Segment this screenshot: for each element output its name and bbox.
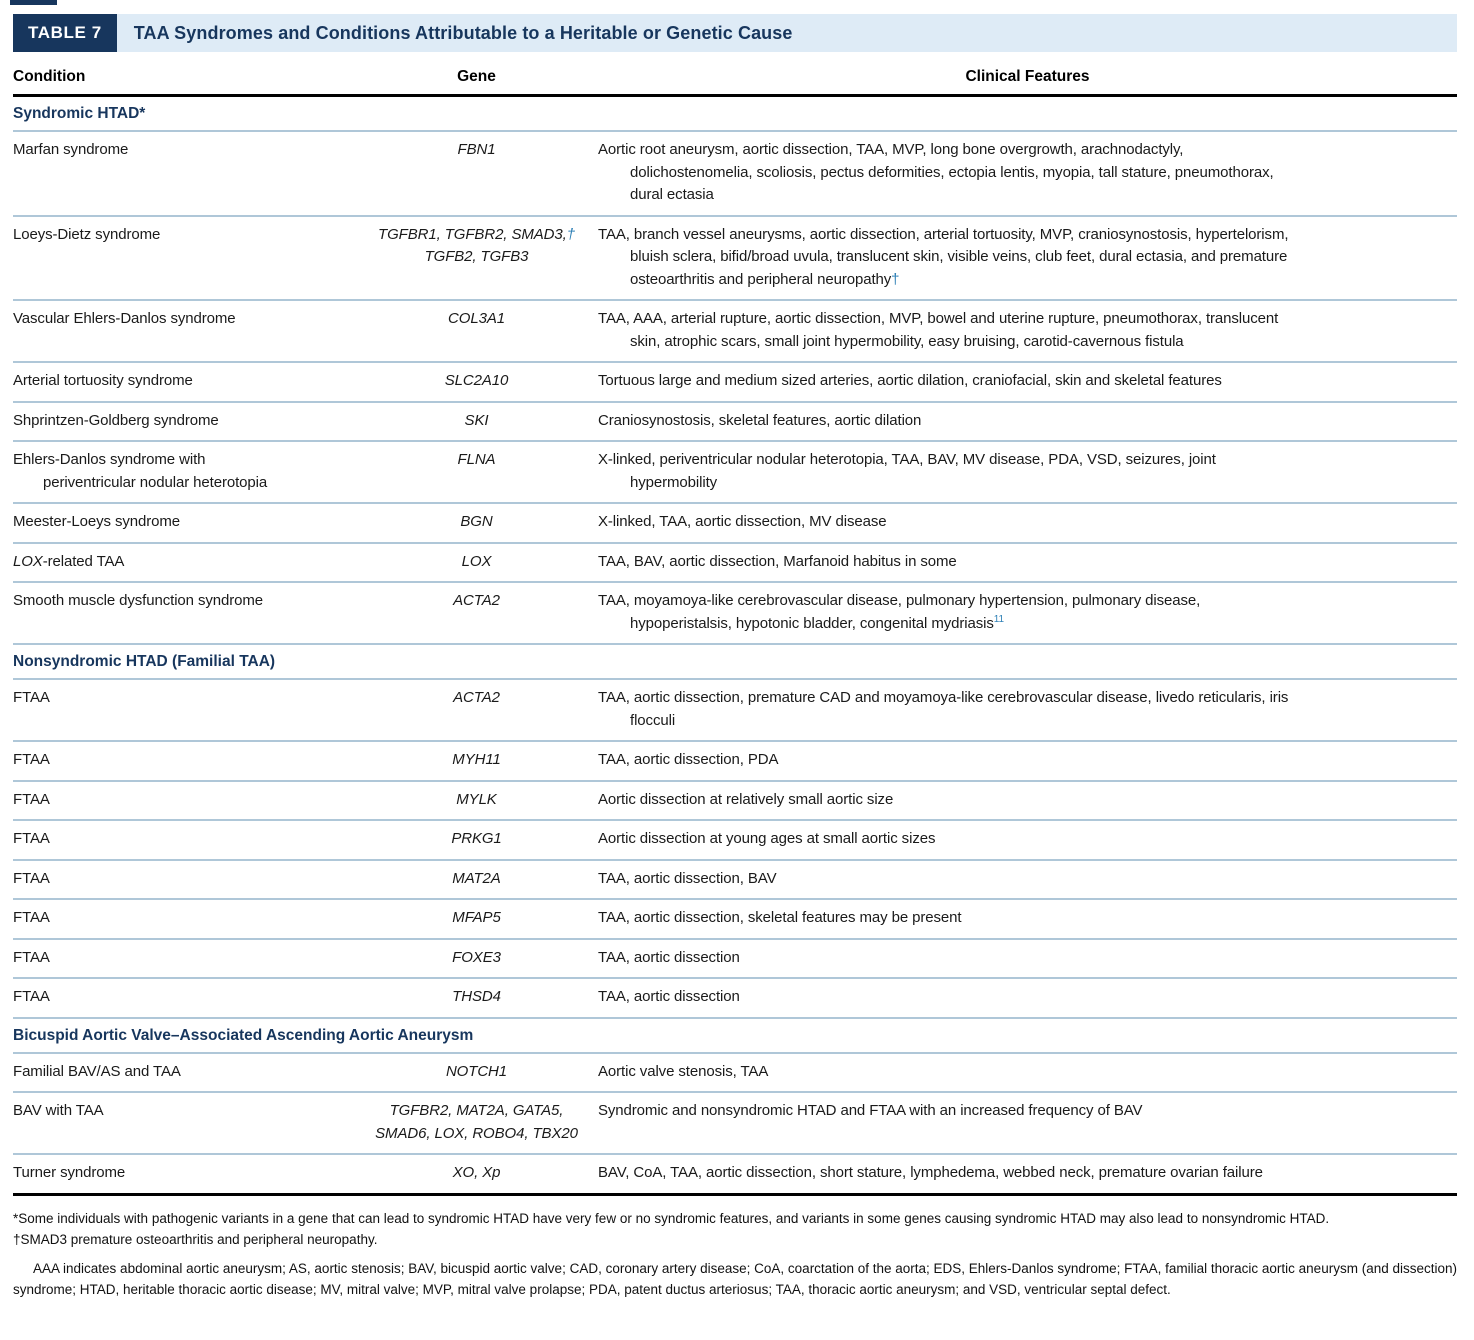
page-artifact — [10, 0, 57, 5]
gene-cell: PRKG1 — [451, 830, 502, 847]
table-row — [13, 979, 1457, 1019]
column-header-gene: Gene — [457, 68, 496, 85]
condition-cell: Meester-Loeys syndrome — [13, 513, 181, 530]
condition-cell: FTAA — [13, 988, 50, 1005]
features-cell: TAA, aortic dissection, BAV — [598, 869, 777, 887]
gene-cell: FLNA — [457, 451, 496, 468]
features-cell: Craniosynostosis, skeletal features, aortic dilation — [598, 411, 922, 429]
section-header: Bicuspid Aortic Valve–Associated Ascending Aortic Aneurysm — [13, 1019, 1457, 1054]
features-cell: Syndromic and nonsyndromic HTAD and FTAA with an increased frequency of BAV — [598, 1102, 1143, 1119]
features-cell: Aortic dissection at young ages at small aortic sizes — [598, 830, 936, 847]
condition-cell: FTAA — [13, 948, 50, 966]
condition-cell: BAV with TAA — [13, 1102, 104, 1119]
gene-cell: LOX — [461, 552, 492, 570]
table-row — [13, 900, 1457, 940]
condition-cell: Shprintzen-Goldberg syndrome — [13, 411, 219, 429]
table-title-bar — [13, 14, 1457, 52]
features-cell: TAA, branch vessel aneurysms, aortic dissection, arterial tortuosity, MVP, craniosynostosis, hypertelorism, bluish sclera, bifid/broad uvula, translucent skin, visible veins, club feet, dural ectasia, and premature osteoarthritis and peripheral neuropathy† — [598, 225, 1289, 288]
gene-cell: MYH11 — [452, 751, 501, 768]
condition-cell: Arterial tortuosity syndrome — [13, 372, 193, 389]
gene-cell: FOXE3 — [452, 948, 501, 966]
features-cell: TAA, moyamoya-like cerebrovascular disease, pulmonary hypertension, pulmonary disease, hypoperistalsis, hypotonic bladder, congenital mydriasis$^{11}$ — [598, 592, 1201, 632]
gene-cell: BGN — [460, 513, 493, 530]
features-cell: TAA, aortic dissection, PDA — [598, 751, 779, 768]
gene-cell: XO, Xp — [452, 1164, 501, 1181]
table-row — [13, 1093, 1457, 1155]
table-row — [13, 861, 1457, 901]
gene-cell: ACTA2 — [453, 592, 500, 609]
footnote-dagger: †SMAD3 premature osteoarthritis and peripheral neuropathy. — [13, 1232, 378, 1248]
condition-cell: LOX-related TAA — [13, 552, 125, 570]
condition-cell: FTAA — [13, 689, 50, 706]
features-cell: TAA, aortic dissection — [598, 948, 740, 966]
column-header-row — [13, 52, 1457, 97]
gene-cell: TGFBR1, TGFBR2, SMAD3,† TGFB2, TGFB3 — [378, 225, 575, 265]
dagger-symbol: † — [891, 270, 900, 288]
gene-cell: MYLK — [456, 790, 497, 808]
features-cell: TAA, aortic dissection — [598, 988, 740, 1005]
footnotes — [13, 1208, 1457, 1301]
condition-cell: Turner syndrome — [13, 1164, 126, 1181]
table-row — [13, 442, 1457, 504]
condition-cell: FTAA — [13, 790, 50, 808]
features-cell: TAA, BAV, aortic dissection, Marfanoid habitus in some — [598, 552, 957, 570]
table-container — [13, 14, 1457, 1301]
condition-cell: FTAA — [13, 830, 50, 847]
condition-cell: FTAA — [13, 909, 50, 926]
column-header-condition: Condition — [13, 68, 86, 85]
table-row — [13, 940, 1457, 980]
table-row — [13, 1054, 1457, 1094]
column-header-clinical-features: Clinical Features — [965, 68, 1090, 85]
gene-cell: TGFBR2, MAT2A, GATA5, SMAD6, LOX, ROBO4, TBX20 — [375, 1102, 578, 1142]
gene-cell: SLC2A10 — [444, 372, 509, 389]
footnote-abbreviations: AAA indicates abdominal aortic aneurysm; AS, aortic stenosis; BAV, bicuspid aortic valve; CAD, coronary artery disease; CoA, coarctation of the aorta; EDS, Ehlers-Danlos syndrome; FTAA, familial thoracic aortic aneurysm (and dissection) syndrome; HTAD, heritable thoracic aortic disease; MV, mitral valve; MVP, mitral valve prolapse; PDA, patent ductus arteriosus; TAA, thoracic aortic aneurysm; and VSD, ventricular septal defect. — [13, 1260, 1457, 1298]
gene-cell: MAT2A — [452, 869, 501, 887]
table-row — [13, 583, 1457, 645]
table-title: TAA Syndromes and Conditions Attributable to a Heritable or Genetic Cause — [133, 22, 793, 43]
gene-cell: THSD4 — [452, 988, 501, 1005]
gene-cell: MFAP5 — [452, 909, 501, 926]
features-cell: BAV, CoA, TAA, aortic dissection, short stature, lymphedema, webbed neck, premature ovarian failure — [598, 1164, 1263, 1181]
section-header: Syndromic HTAD* — [13, 97, 1457, 132]
features-cell: X-linked, TAA, aortic dissection, MV disease — [598, 513, 887, 530]
condition-cell: Marfan syndrome — [13, 141, 129, 158]
table-row — [13, 217, 1457, 302]
condition-cell: Loeys-Dietz syndrome — [13, 225, 161, 243]
table-row — [13, 742, 1457, 782]
table-row — [13, 1155, 1457, 1196]
table-row — [13, 132, 1457, 217]
condition-cell: Ehlers-Danlos syndrome with periventricular nodular heterotopia — [13, 451, 268, 491]
features-cell: Aortic root aneurysm, aortic dissection, TAA, MVP, long bone overgrowth, arachnodactyly, dolichostenomelia, scoliosis, pectus deformities, ectopia lentis, myopia, tall stature, pneumothorax, dural ectasia — [598, 141, 1274, 203]
table-row — [13, 544, 1457, 584]
gene-cell: SKI — [464, 411, 489, 429]
features-cell: Aortic dissection at relatively small aortic size — [598, 790, 894, 808]
table-row — [13, 301, 1457, 363]
table-row — [13, 821, 1457, 861]
condition-cell: Familial BAV/AS and TAA — [13, 1062, 181, 1080]
gene-cell: COL3A1 — [448, 310, 505, 327]
table-row — [13, 504, 1457, 544]
table-row — [13, 680, 1457, 742]
features-cell: TAA, aortic dissection, skeletal features may be present — [598, 909, 962, 926]
gene-cell: NOTCH1 — [445, 1062, 508, 1080]
section-header: Nonsyndromic HTAD (Familial TAA) — [13, 645, 1457, 680]
table-row — [13, 363, 1457, 403]
footnote-asterisk: *Some individuals with pathogenic variants in a gene that can lead to syndromic HTAD have very few or no syndromic features, and variants in some genes causing syndromic HTAD may also lead to nonsyndromic HTAD. — [13, 1210, 1330, 1226]
features-cell: X-linked, periventricular nodular heterotopia, TAA, BAV, MV disease, PDA, VSD, seizures, joint hypermobility — [598, 451, 1216, 491]
condition-cell: FTAA — [13, 751, 50, 768]
condition-cell: Smooth muscle dysfunction syndrome — [13, 592, 264, 609]
table-row — [13, 403, 1457, 443]
table-body — [13, 97, 1457, 1196]
dagger-symbol: † — [566, 225, 575, 243]
reference-superscript: 11 — [993, 613, 1004, 625]
features-cell: Aortic valve stenosis, TAA — [598, 1062, 769, 1080]
gene-cell: FBN1 — [457, 141, 496, 158]
condition-cell: FTAA — [13, 869, 50, 887]
features-cell: Tortuous large and medium sized arteries, aortic dilation, craniofacial, skin and skeletal features — [598, 372, 1222, 389]
features-cell: TAA, AAA, arterial rupture, aortic dissection, MVP, bowel and uterine rupture, pneumothorax, translucent skin, atrophic scars, small joint hypermobility, easy bruising, carotid-cavernous fistula — [598, 310, 1279, 350]
condition-cell: Vascular Ehlers-Danlos syndrome — [13, 310, 236, 327]
table-label: TABLE 7 — [13, 14, 117, 52]
features-cell: TAA, aortic dissection, premature CAD and moyamoya-like cerebrovascular disease, livedo reticularis, iris flocculi — [598, 689, 1289, 729]
gene-cell: ACTA2 — [453, 689, 500, 706]
table-row — [13, 782, 1457, 822]
